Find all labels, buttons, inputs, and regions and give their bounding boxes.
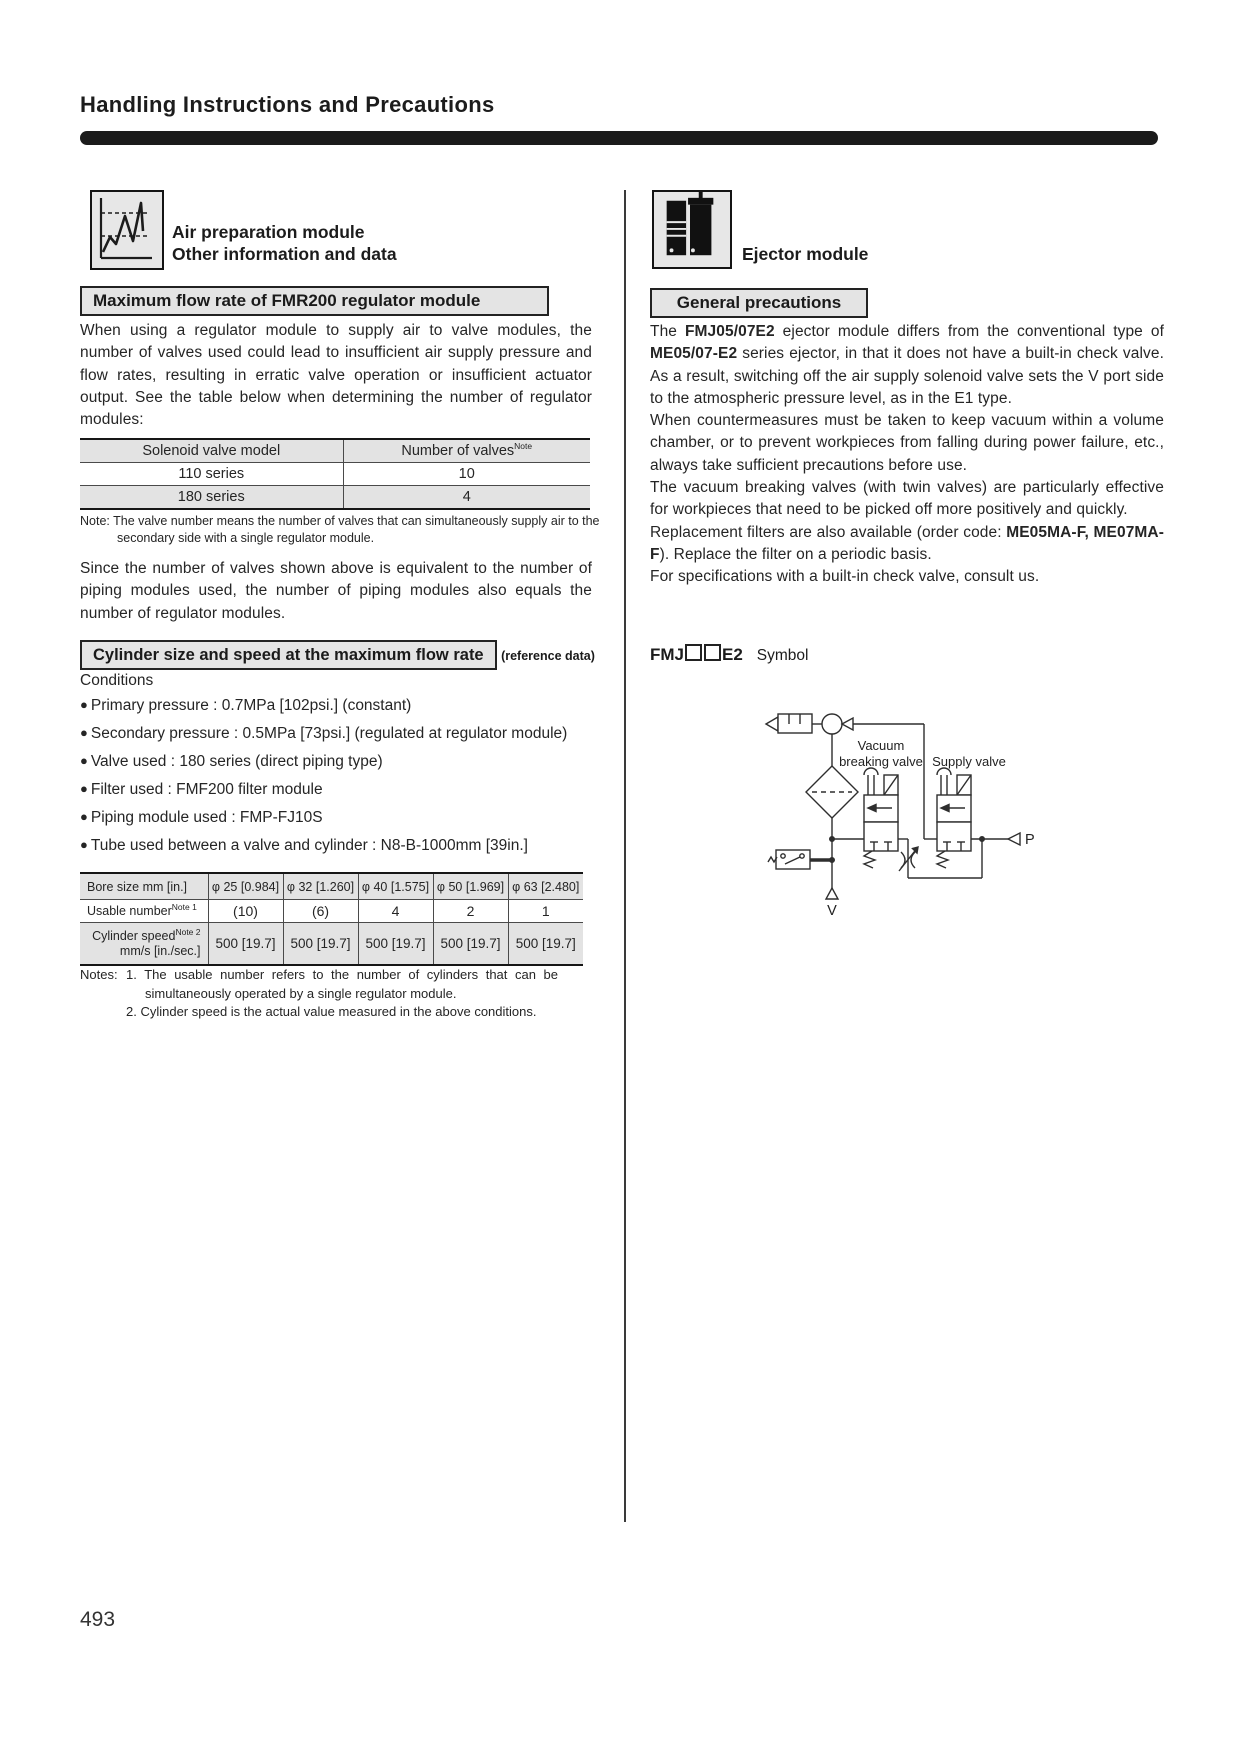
condition-item: ● Piping module used : FMP-FJ10S [80, 809, 323, 826]
left-module-title [172, 221, 397, 265]
supply-valve-symbol [937, 768, 971, 868]
column-divider [624, 190, 626, 1522]
port-v-triangle [826, 888, 838, 899]
condition-item: ● Valve used : 180 series (direct piping type) [80, 753, 383, 770]
section-heading-max-flow: Maximum flow rate of FMR200 regulator module [80, 286, 549, 316]
module-title-line: Air preparation module [172, 222, 365, 242]
table-notes [80, 966, 558, 1022]
bullet-icon: ● [80, 837, 88, 852]
right-module-title: Ejector module [742, 244, 869, 264]
note-item: 1. The usable number refers to the number of cylinders that can be simultaneously operated by a single regulator module. [126, 967, 558, 1001]
reference-data-label: (reference data) [501, 649, 595, 663]
throttle-valve-symbol [898, 839, 918, 878]
paragraph: Since the number of valves shown above is equivalent to the number of piping modules used, the number of piping modules also equals the number of regulator modules. [80, 560, 592, 622]
check-valve-symbol [842, 718, 853, 730]
table-row: Cylinder speed$^{Note 2}$ mm/s [in./sec.] 500 [19.7] 500 [19.7] 500 [19.7] 500 [19.7] 500 [19.7] [80, 923, 583, 966]
conditions-list [80, 691, 600, 859]
bullet-icon: ● [80, 753, 88, 768]
precautions-text [650, 321, 1164, 589]
bullet-icon: ● [80, 809, 88, 824]
col-header: Solenoid valve model [80, 439, 343, 463]
ejector-module-icon-box [652, 190, 732, 269]
model-placeholder-box [685, 644, 702, 661]
pneumatic-circuit-diagram [690, 695, 1062, 937]
note-item: 2. Cylinder speed is the actual value measured in the above conditions. [126, 1004, 537, 1019]
port-p-triangle [1008, 833, 1020, 845]
body-paragraph: The vacuum breaking valves (with twin valves) are particularly effective for workpieces that need to be picked off more positively and quickly. [650, 479, 1164, 519]
notes-label: Notes: [80, 967, 118, 982]
table-header-row [80, 439, 590, 463]
table-row: 180 series 4 [80, 486, 590, 510]
table-row: Usable number$^{Note 1}$ (10) (6) 4 2 1 [80, 900, 583, 923]
port-p-label: P [1025, 832, 1035, 848]
valve-count-table [80, 438, 590, 510]
table-note: Note: The valve number means the number of valves that can simultaneously supply air to the secondary side with a single regulator module. [80, 514, 600, 545]
condition-item: ● Filter used : FMF200 filter module [80, 781, 323, 798]
model-placeholder-box [704, 644, 721, 661]
title-rule-bar [80, 131, 1158, 145]
conditions-label: Conditions [80, 672, 154, 689]
table-row: 110 series 10 [80, 463, 590, 486]
section-heading-general-precautions: General precautions [650, 288, 868, 318]
body-paragraph: For specifications with a built-in check valve, consult us. [650, 568, 1040, 586]
bullet-icon: ● [80, 781, 88, 796]
col-header: Number of valves$^{Note}$ [343, 439, 590, 463]
vacuum-breaking-valve-label: Vacuum [857, 738, 905, 753]
body-paragraph: When countermeasures must be taken to keep vacuum within a volume chamber, or to prevent workpieces from falling during power failure, etc., always take sufficient precautions before use. [650, 412, 1164, 474]
filter-symbol [806, 766, 858, 818]
page-title: Handling Instructions and Precautions [80, 92, 495, 117]
condition-item: ● Secondary pressure : 0.5MPa [73psi.] (regulated at regulator module) [80, 725, 568, 742]
port-v-label: V [827, 903, 837, 919]
pressure-switch-symbol [768, 850, 832, 869]
bullet-icon: ● [80, 725, 88, 740]
bullet-icon: ● [80, 697, 88, 712]
fmj-symbol-label: FMJ E2 Symbol [650, 645, 809, 664]
muffler-symbol [766, 714, 822, 733]
cylinder-speed-table [80, 872, 583, 966]
section-heading-cylinder: Cylinder size and speed at the maximum flow rate [80, 640, 497, 670]
condition-item: ● Tube used between a valve and cylinder : N8-B-1000mm [39in.] [80, 837, 528, 854]
intro-paragraph: When using a regulator module to supply air to valve modules, the number of valves used could lead to insufficient air supply pressure and flow rates, resulting in erratic valve operation or insufficient actuator output. See the table below when determining the number of regulator modules: [80, 322, 592, 429]
module-title-line: Other information and data [172, 244, 397, 264]
table-header-row: Bore size mm [in.] φ 25 [0.984] φ 32 [1.260] φ 40 [1.575] φ 50 [1.969] φ 63 [2.480] [80, 873, 583, 900]
ejector-symbol [822, 714, 842, 734]
line-chart-icon [92, 192, 158, 264]
body-paragraph: Replacement filters are also available (order code: ME05MA-F, ME07MA-F). Replace the filter on a periodic basis. [650, 523, 1164, 563]
condition-item: ● Primary pressure : 0.7MPa [102psi.] (constant) [80, 697, 412, 714]
vacuum-breaking-valve-symbol [864, 768, 898, 868]
air-preparation-module-icon-box [90, 190, 164, 270]
vacuum-breaking-valve-label: breaking valve [839, 754, 923, 769]
ejector-icon [654, 192, 726, 263]
page-number: 493 [80, 1608, 116, 1631]
supply-valve-label: Supply valve [932, 754, 1006, 769]
body-paragraph: The FMJ05/07E2 ejector module differs from the conventional type of ME05/07-E2 series ejector, in that it does not have a built-in check valve. As a result, switching off the air supply solenoid valve sets the V port side to the atmospheric pressure level, as in the E1 type. [650, 323, 1164, 407]
